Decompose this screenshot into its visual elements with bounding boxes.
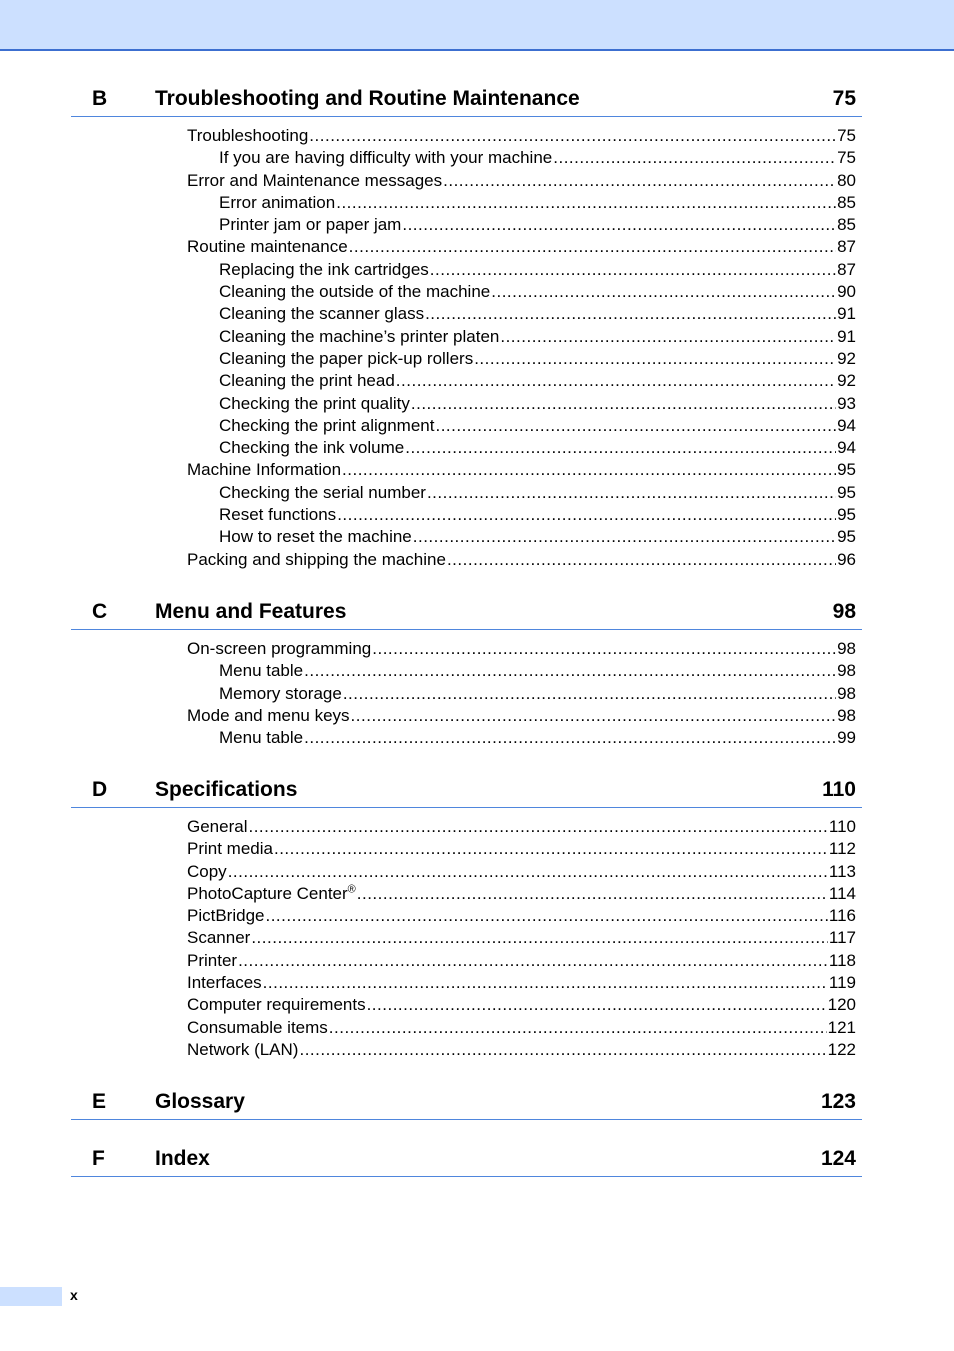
toc-entry-page: 85: [837, 215, 856, 235]
toc-entry[interactable]: [71, 236, 862, 258]
toc-entry-label: [187, 125, 308, 147]
toc-entry-page: 91: [837, 304, 856, 324]
dot-leader: [343, 683, 836, 705]
toc-entry-label: [187, 236, 348, 258]
dot-leader: [263, 972, 828, 994]
toc-entry-page: 75: [837, 148, 856, 168]
toc-entry-page: 113: [828, 861, 856, 881]
toc-entry[interactable]: [71, 660, 862, 682]
toc-entry[interactable]: [71, 459, 862, 481]
toc-entry-label: [187, 905, 264, 927]
toc-entry-text: If you are having difficulty with your machine: [219, 148, 553, 168]
toc-entry-text: Machine Information: [187, 460, 342, 480]
toc-entry[interactable]: [71, 125, 862, 147]
section-title: Specifications: [155, 778, 298, 801]
toc-entry-text: Error and Maintenance messages: [187, 170, 443, 190]
toc-entry-label: [219, 259, 429, 281]
section-title: Glossary: [155, 1090, 245, 1113]
dot-leader: [351, 705, 837, 727]
toc-entry-label: [219, 415, 434, 437]
dot-leader: [265, 905, 827, 927]
toc-entry[interactable]: [71, 192, 862, 214]
toc-entry-page: 120: [827, 995, 856, 1015]
toc-entry-page: 95: [837, 460, 856, 480]
toc-entry-text: Checking the print alignment: [219, 415, 435, 435]
dot-leader: [435, 415, 836, 437]
toc-entry[interactable]: [71, 816, 862, 838]
toc-entry-label: [187, 838, 273, 860]
toc-entry-label: [219, 683, 342, 705]
toc-entry-text: PictBridge: [187, 906, 265, 926]
section-letter: D: [92, 778, 108, 801]
toc-entry-page: 85: [837, 192, 856, 212]
toc-entry-text: Interfaces: [187, 973, 262, 993]
section-letter: B: [92, 87, 108, 110]
section-page-number: 110: [822, 778, 856, 801]
toc-entry-page: 99: [837, 728, 856, 748]
toc-entry-page: 87: [837, 237, 856, 257]
dot-leader: [304, 660, 836, 682]
toc-entry-label: [219, 326, 499, 348]
toc-entry-label: [219, 393, 410, 415]
toc-entry-page: 75: [837, 126, 856, 145]
dot-leader: [251, 927, 828, 949]
toc-entry[interactable]: [71, 950, 862, 972]
toc-entry[interactable]: [71, 861, 862, 883]
toc-entry-text: Checking the print quality: [219, 393, 410, 413]
toc-entry-page: 116: [828, 906, 856, 926]
toc-entry-label: [187, 705, 350, 727]
toc-entry-label: [187, 638, 371, 660]
dot-leader: [413, 526, 836, 548]
toc-entry[interactable]: [71, 883, 862, 905]
toc-entry[interactable]: [71, 482, 862, 504]
toc-entry-label: [187, 994, 366, 1016]
section-entries: [71, 808, 862, 1061]
toc-entry[interactable]: [71, 348, 862, 370]
toc-entry-page: 122: [827, 1039, 856, 1059]
dot-leader: [299, 1039, 826, 1061]
toc-entry-page: 121: [827, 1017, 856, 1037]
dot-leader: [447, 549, 836, 571]
toc-section-c: [71, 595, 862, 749]
toc-section-f: [71, 1142, 862, 1177]
dot-leader: [336, 192, 836, 214]
toc-entry[interactable]: [71, 838, 862, 860]
toc-entry-label: [219, 214, 401, 236]
section-entries: [71, 117, 862, 571]
toc-entry-text: Reset functions: [219, 505, 337, 525]
toc-entry-page: 94: [837, 415, 856, 435]
toc-entry-page: 92: [837, 371, 856, 391]
toc-entry-page: 90: [837, 282, 856, 302]
section-entries: [71, 630, 862, 749]
toc-entry-label: [219, 504, 336, 526]
toc-entry-label: [187, 1039, 298, 1061]
toc-entry[interactable]: [71, 170, 862, 192]
dot-leader: [430, 259, 836, 281]
dot-leader: [238, 950, 828, 972]
toc-entry-text: Memory storage: [219, 683, 342, 703]
toc-entry-text: Cleaning the scanner glass: [219, 304, 425, 324]
toc-entry-text: Copy: [187, 861, 227, 881]
toc-entry-page: 95: [837, 527, 856, 547]
section-title: Index: [155, 1147, 210, 1170]
toc-entry-text: Menu table: [219, 661, 304, 681]
toc-section-b: [71, 82, 862, 571]
toc-entry-label: [187, 549, 446, 571]
footer-band: [0, 1287, 62, 1306]
toc-entry-label: [187, 861, 227, 883]
dot-leader: [367, 994, 827, 1016]
toc-entry[interactable]: [71, 1039, 862, 1061]
section-letter: F: [92, 1147, 105, 1170]
toc-entry-label: [219, 192, 335, 214]
dot-leader: [553, 147, 836, 169]
toc-entry-label: [219, 660, 303, 682]
toc-entry-page: 91: [837, 326, 856, 346]
toc-entry-text: Consumable items: [187, 1017, 328, 1037]
dot-leader: [309, 125, 836, 147]
toc-entry[interactable]: [71, 972, 862, 994]
toc-entry[interactable]: [71, 303, 862, 325]
toc-entry[interactable]: [71, 705, 862, 727]
toc-entry-text: Menu table: [219, 728, 304, 748]
dot-leader: [427, 482, 836, 504]
toc-entry-page: 95: [837, 482, 856, 502]
toc-entry[interactable]: [71, 727, 862, 749]
toc-entry[interactable]: [71, 905, 862, 927]
section-heading[interactable]: [71, 595, 862, 630]
dot-leader: [372, 638, 836, 660]
toc-entry[interactable]: [71, 1017, 862, 1039]
section-heading[interactable]: [71, 773, 862, 808]
toc-entry[interactable]: [71, 549, 862, 571]
toc-entry-label: [219, 303, 424, 325]
toc-entry[interactable]: [71, 526, 862, 548]
toc-entry-page: 92: [837, 348, 856, 368]
dot-leader: [474, 348, 836, 370]
dot-leader: [425, 303, 836, 325]
toc-entry[interactable]: [71, 638, 862, 660]
dot-leader: [491, 281, 836, 303]
toc-entry-text: Routine maintenance: [187, 237, 348, 257]
toc-entry[interactable]: [71, 259, 862, 281]
toc-entry-label: [187, 170, 442, 192]
dot-leader: [396, 370, 836, 392]
dot-leader: [337, 504, 836, 526]
toc-entry-page: 87: [837, 259, 856, 279]
registered-mark: ®: [347, 883, 356, 896]
toc-entry-page: 98: [837, 683, 856, 703]
dot-leader: [342, 459, 836, 481]
toc-entry-page: 80: [837, 170, 856, 190]
section-title: Troubleshooting and Routine Maintenance: [155, 87, 580, 110]
toc-entry-text: Print media: [187, 839, 273, 859]
toc-entry[interactable]: [71, 326, 862, 348]
dot-leader: [228, 861, 828, 883]
toc-section-d: [71, 773, 862, 1061]
toc-entry-label: [219, 526, 412, 548]
toc-entry-page: 98: [837, 705, 856, 725]
toc-entry-page: 98: [837, 639, 856, 658]
toc-entry-text: Checking the serial number: [219, 482, 426, 502]
dot-leader: [329, 1017, 827, 1039]
toc-entry-text: Cleaning the outside of the machine: [219, 282, 491, 302]
section-page-number: 98: [832, 600, 856, 623]
toc-entry-page: 94: [837, 438, 856, 458]
page-number: x: [70, 1287, 78, 1303]
toc-entry-label: [219, 370, 395, 392]
toc-entry[interactable]: [71, 370, 862, 392]
toc-entry-text: Checking the ink volume: [219, 438, 405, 458]
toc-entry-text: General: [187, 817, 248, 836]
section-letter: E: [92, 1090, 107, 1113]
dot-leader: [349, 236, 836, 258]
section-title: Menu and Features: [155, 600, 347, 623]
toc-entry[interactable]: [71, 147, 862, 169]
toc-entry-label: [187, 816, 247, 838]
toc-entry-page: 95: [837, 505, 856, 525]
toc-entry[interactable]: [71, 994, 862, 1016]
toc-entry-text: Printer jam or paper jam: [219, 215, 402, 235]
toc-entry-page: 96: [837, 549, 856, 569]
section-page-number: 75: [832, 87, 856, 110]
toc-entry-text: How to reset the machine: [219, 527, 412, 547]
toc-entry-page: 112: [828, 839, 856, 859]
toc-entry-page: 110: [828, 817, 856, 836]
toc-entry-text: On-screen programming: [187, 639, 372, 658]
toc-section-e: [71, 1085, 862, 1120]
toc-entry-label: [219, 482, 426, 504]
dot-leader: [411, 393, 836, 415]
section-heading[interactable]: [71, 1142, 862, 1177]
dot-leader: [248, 816, 827, 838]
toc-entry[interactable]: [71, 683, 862, 705]
dot-leader: [357, 883, 828, 905]
toc-entry-label: [187, 1017, 328, 1039]
toc-entry[interactable]: [71, 504, 862, 526]
section-page-number: 124: [820, 1147, 856, 1170]
toc-entry-page: 117: [828, 928, 856, 948]
toc-entry-text: Computer requirements: [187, 995, 366, 1015]
section-heading[interactable]: [71, 1085, 862, 1120]
toc-entry-text: Troubleshooting: [187, 126, 309, 145]
toc-entry-page: 118: [828, 950, 856, 970]
toc-entry-label: [187, 972, 262, 994]
toc-entry-text: Mode and menu keys: [187, 705, 350, 725]
toc-entry[interactable]: [71, 415, 862, 437]
toc-entry-text: Cleaning the paper pick-up rollers: [219, 348, 474, 368]
section-letter: C: [92, 600, 108, 623]
toc-entry-label: [219, 727, 303, 749]
dot-leader: [500, 326, 836, 348]
toc-entry-label: [187, 927, 250, 949]
toc-entry-page: 93: [837, 393, 856, 413]
toc-entry[interactable]: [71, 927, 862, 949]
toc-entry-label: [219, 348, 473, 370]
toc-entry-label: [187, 883, 356, 905]
dot-leader: [304, 727, 836, 749]
toc-entry-page: 98: [837, 661, 856, 681]
toc-entry-label: [219, 147, 552, 169]
dot-leader: [274, 838, 828, 860]
toc-entry-page: 114: [828, 883, 856, 903]
section-page-number: 123: [820, 1090, 856, 1113]
toc-entry-text: Cleaning the machine’s printer platen: [219, 326, 500, 346]
toc-entry-label: [187, 459, 341, 481]
toc-entry-text: Cleaning the print head: [219, 371, 395, 391]
toc-entry[interactable]: [71, 281, 862, 303]
section-heading[interactable]: [71, 82, 862, 117]
toc-entry[interactable]: [71, 393, 862, 415]
toc-entry-text: Printer: [187, 950, 238, 970]
toc-entry-text: Error animation: [219, 192, 336, 212]
dot-leader: [443, 170, 836, 192]
toc-entry-label: [219, 281, 490, 303]
toc-entry-text: Replacing the ink cartridges: [219, 259, 429, 279]
toc-entry-page: 119: [828, 973, 856, 993]
dot-leader: [405, 437, 836, 459]
toc-entry[interactable]: [71, 214, 862, 236]
toc-entry-text: Scanner: [187, 928, 251, 948]
toc-entry-text: Packing and shipping the machine: [187, 549, 446, 569]
dot-leader: [402, 214, 836, 236]
toc-entry-label: [187, 950, 237, 972]
toc-entry-text: Network (LAN): [187, 1039, 299, 1059]
toc-entry-label: [219, 437, 404, 459]
toc-entry-text: PhotoCapture Center: [187, 883, 348, 903]
toc-entry[interactable]: [71, 437, 862, 459]
